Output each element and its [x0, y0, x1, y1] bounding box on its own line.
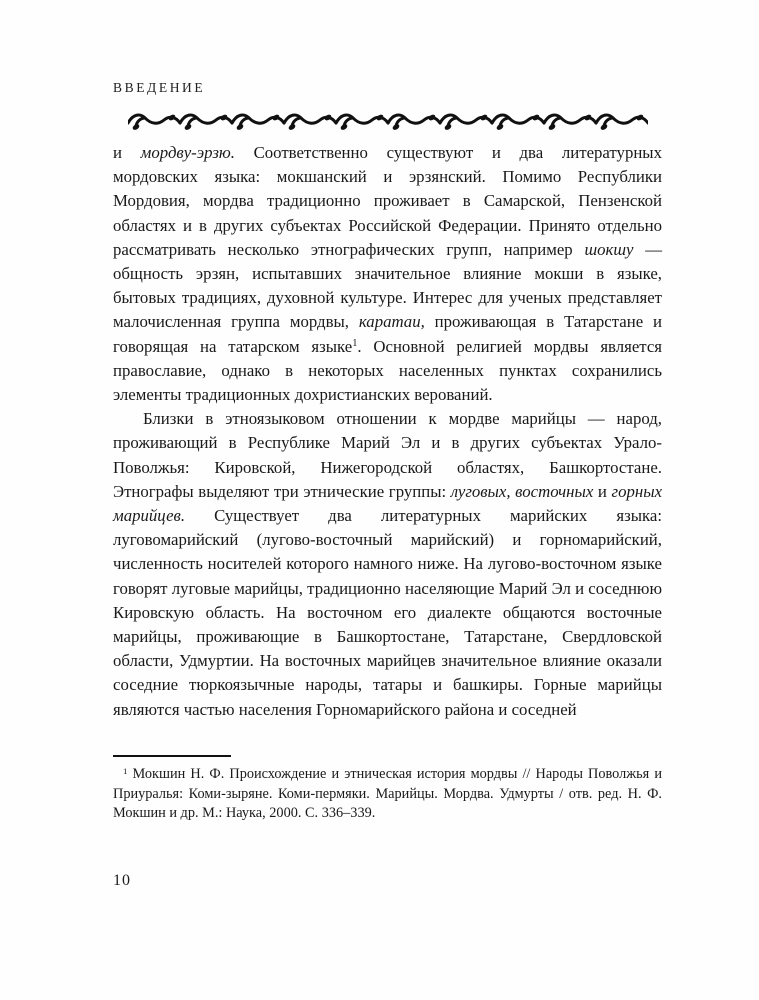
paragraph-mari [113, 407, 662, 722]
ornament-divider [113, 108, 662, 137]
paragraph-mordva [113, 141, 662, 407]
footnote-reference: 1 [123, 765, 128, 776]
italic-term: шокшу [584, 239, 634, 259]
text-run: — общность эрзян, испытавших значительное влияние мокши в языке, бытовых традициях, духовной культуре. Интерес для ученых представляет малочисленная группа мордвы, [113, 239, 662, 332]
footnote-reference: 1 [352, 338, 358, 350]
text-run: Мокшин Н. Ф. Происхождение и этническая история мордвы // Народы Поволжья и Приуралья: Коми-зыряне. Коми-пермяки. Марийцы. Мордва. Удмурты / отв. ред. Н. Ф. Мокшин и др. М.: Наука, 2000. С. 336–339. [113, 766, 662, 822]
italic-term: каратаи, [358, 312, 425, 332]
text-run: Близки в этноязыковом отношении к мордве марийцы — народ, проживающий в Республике Марий Эл и в других субъектах Урало-Поволжья: Кировской, Нижегородской областях, Башкортостане. Этнографы выделяют три этнические группы: [113, 409, 662, 501]
text-run: проживающая в Татарстане и говорящая на татарском языке [113, 312, 662, 356]
body-text [113, 141, 662, 722]
running-head: ВВЕДЕНИЕ [113, 80, 206, 95]
text-run: и [593, 481, 612, 501]
text-run: . Основной религией мордвы является православие, однако в некоторых населенных пунктах сохранились элементы традиционных дохристианских верований. [113, 336, 662, 405]
italic-term: горных марийцев. [113, 481, 663, 526]
italic-term: луговых, восточных [450, 481, 594, 501]
text-run: и [113, 143, 141, 162]
footnote-separator [113, 755, 231, 757]
italic-term: мордву-эрзю. [140, 143, 235, 162]
page-number: 10 [113, 872, 131, 889]
text-run: Соответственно существуют и два литературных мордовских языка: мокшанский и эрзянский. Помимо Республики Мордовия, мордва традиционно проживает в Самарской, Пензенской областях и в других субъектах Российской Федерации. Принято отдельно рассматривать несколько этнографических групп, например [113, 143, 662, 259]
footnote [113, 765, 662, 824]
text-run: Существует два литературных марийских языка: луговомарийский (лугово-восточный марийский) и горномарийский, численность носителей которого намного ниже. На лугово-восточном языке говорят луговые марийцы, традиционно населяющие Марий Эл и соседнюю Кировскую область. На восточном его диалекте общаются восточные марийцы, проживающие в Башкортостане, Татарстане, Свердловской области, Удмуртии. На восточных марийцев значительное влияние оказали соседние тюркоязычные народы, татары и башкиры. Горные марийцы являются частью населения Горномарийского района и соседней [113, 506, 662, 719]
vine-ornament-icon [128, 108, 648, 132]
